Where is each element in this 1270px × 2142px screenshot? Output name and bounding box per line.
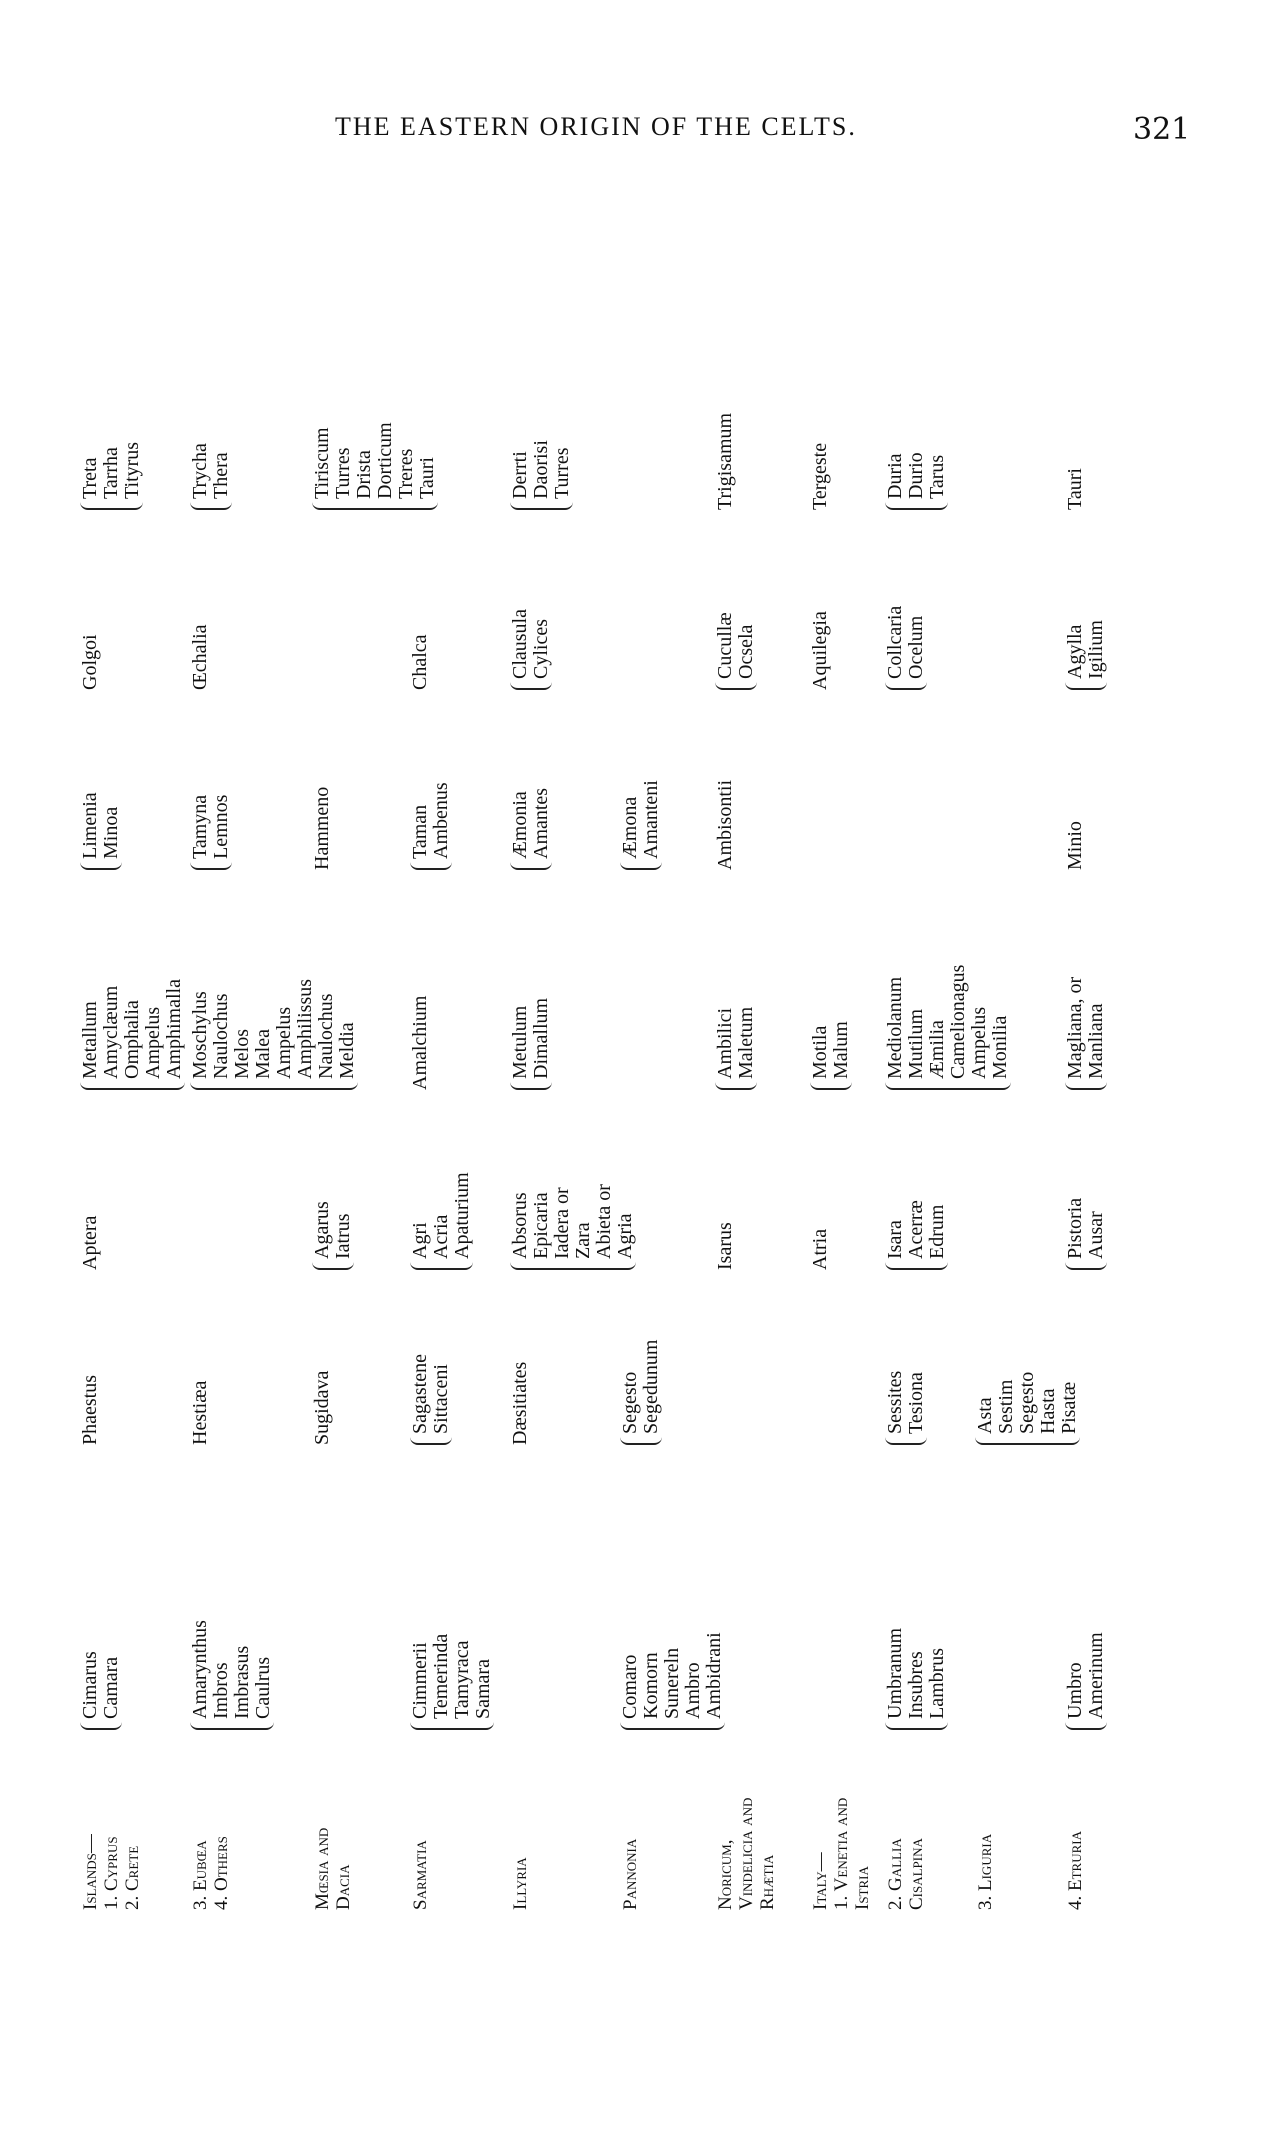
place-name: Segesto [1016, 1371, 1038, 1434]
brace-mark [510, 682, 552, 690]
place-name: Lambrus [926, 1647, 948, 1719]
place-name-cell [510, 788, 552, 870]
place-name-cell [190, 1381, 211, 1445]
brace-mark [80, 862, 122, 870]
place-name: Tesiona [905, 1372, 927, 1434]
place-name-cell [885, 1371, 927, 1445]
place-name: Camelionagus [947, 964, 969, 1079]
place-name: Æmilia [926, 1020, 948, 1079]
place-name-cell [510, 1362, 531, 1445]
place-name-cell [80, 792, 122, 870]
place-name: Moschylus [189, 991, 211, 1079]
place-name-cell [810, 1229, 831, 1270]
place-name: Tauri [416, 457, 438, 499]
place-name: Abieta or [593, 1184, 615, 1259]
place-name: Asta [974, 1397, 996, 1434]
place-name: Iadera or [551, 1187, 573, 1259]
place-name-cell [510, 1184, 636, 1270]
place-name: Treres [395, 448, 417, 499]
place-name: Amerinum [1085, 1632, 1107, 1719]
region-label: 1. Cyprus [101, 1836, 122, 1910]
brace-mark [885, 682, 927, 690]
place-name: Cimarus [79, 1651, 101, 1719]
place-name-cell [810, 443, 831, 510]
place-name-cell [1065, 977, 1107, 1090]
brace-mark [620, 862, 662, 870]
place-name: Insubres [905, 1651, 927, 1719]
place-name: Treta [79, 457, 101, 499]
place-name-cell [885, 965, 1011, 1090]
region-label: 3. Eubœa [190, 1840, 211, 1910]
place-name: Tiriscum [311, 427, 333, 499]
place-name: Metulum [509, 1005, 531, 1079]
brace-mark [885, 502, 948, 510]
place-name: Dæsitiates [509, 1361, 531, 1445]
place-name: Tarus [926, 454, 948, 499]
region-label: 1. Venetia and [831, 1797, 852, 1910]
place-name: Isara [884, 1220, 906, 1259]
place-name: Tauri [1064, 468, 1086, 510]
place-name: Monilia [989, 1015, 1011, 1079]
place-name: Sittaceni [430, 1364, 452, 1434]
region-cell [885, 1838, 927, 1910]
place-name: Segesto [619, 1371, 641, 1434]
place-name-cell [1065, 821, 1086, 870]
place-name: Naulochus [210, 993, 232, 1079]
place-name: Collcaria [884, 605, 906, 679]
place-name: Ocelum [905, 615, 927, 679]
place-name-cell [190, 443, 232, 510]
place-name: Igilium [1085, 620, 1107, 679]
place-name: Sugidava [311, 1370, 333, 1445]
place-name-cell [885, 1200, 948, 1270]
place-name: Amantes [530, 787, 552, 859]
place-name-cell [410, 996, 431, 1090]
place-name: Æmonia [509, 791, 531, 859]
region-label: Sarmatia [410, 1840, 431, 1910]
place-name: Turres [332, 447, 354, 499]
region-label: Italy— [810, 1852, 831, 1910]
running-title: THE EASTERN ORIGIN OF THE CELTS. [335, 112, 857, 141]
place-name-cell [810, 611, 831, 690]
brace-mark [510, 502, 573, 510]
region-label: 4. Etruria [1065, 1831, 1086, 1910]
place-name-cell [510, 440, 573, 510]
place-name: Trigisamum [714, 412, 736, 510]
place-name: Æmona [619, 796, 641, 859]
place-name-cell [80, 1375, 101, 1445]
place-name: Dorticum [374, 422, 396, 499]
brace-mark [410, 862, 452, 870]
place-name-cell [1065, 468, 1086, 510]
place-name-cell [885, 452, 948, 510]
region-label: Islands— [80, 1834, 101, 1910]
region-cell [510, 1857, 531, 1910]
place-name-cell [620, 1340, 662, 1445]
place-name-cell [715, 1007, 757, 1090]
place-name: Ampelus [273, 1006, 295, 1079]
place-name: Derrti [509, 451, 531, 499]
place-name: Ocsela [735, 624, 757, 679]
place-name: Cimmerii [409, 1642, 431, 1719]
place-name: Atria [809, 1228, 831, 1270]
brace-mark [1065, 1262, 1107, 1270]
place-name: Amarynthus [189, 1620, 211, 1719]
place-name: Umbranum [884, 1627, 906, 1719]
place-name: Zara [572, 1222, 594, 1259]
place-name: Absorus [509, 1192, 531, 1259]
place-name: Mutilum [905, 1008, 927, 1079]
place-name: Malea [252, 1029, 274, 1079]
brace-mark [620, 1437, 662, 1445]
region-label: Illyria [510, 1857, 531, 1910]
region-cell [410, 1840, 431, 1910]
brace-mark [410, 1722, 494, 1730]
place-name: Agri [409, 1222, 431, 1259]
place-name: Amphilissus [294, 978, 316, 1079]
place-name-cell [410, 1354, 452, 1445]
place-name-cell [885, 1628, 948, 1730]
place-name: Apaturium [451, 1172, 473, 1259]
place-name: Tamyraca [451, 1640, 473, 1719]
brace-mark [1065, 1082, 1107, 1090]
region-label: Mœsia and [312, 1827, 333, 1910]
place-name: Manliana [1085, 1003, 1107, 1079]
place-name: Ambenus [430, 782, 452, 859]
place-name-cell [80, 634, 101, 690]
place-name: Isarus [714, 1222, 736, 1270]
place-name: Ambisontii [714, 779, 736, 870]
place-name: Naulochus [315, 993, 337, 1079]
place-name: Tamyna [189, 794, 211, 859]
place-name: Samara [472, 1659, 494, 1719]
place-name: Camara [100, 1656, 122, 1719]
place-name: Amyclæum [100, 985, 122, 1079]
place-name-cell [715, 1222, 736, 1270]
place-name-cell [620, 780, 662, 870]
place-name-cell [620, 1632, 725, 1730]
place-name: Iatrus [332, 1213, 354, 1259]
place-name: Ambilici [714, 1007, 736, 1079]
brace-mark [190, 1722, 274, 1730]
place-name: Meldia [336, 1022, 358, 1079]
brace-mark [1065, 1722, 1107, 1730]
place-name-cell [312, 1371, 333, 1445]
place-name: Temerinda [430, 1633, 452, 1719]
place-name: Clausula [509, 609, 531, 679]
region-label: 4. Others [211, 1836, 232, 1910]
place-name: Ausar [1085, 1211, 1107, 1259]
region-cell [190, 1836, 232, 1910]
brace-mark [1065, 682, 1107, 690]
place-name: Maletum [735, 1006, 757, 1079]
place-name-cell [1065, 620, 1107, 690]
place-name: Agria [614, 1213, 636, 1259]
place-name-cell [80, 1651, 122, 1730]
place-name: Hammeno [311, 786, 333, 870]
brace-mark [190, 502, 232, 510]
place-name-cell [1065, 1632, 1107, 1730]
region-cell [80, 1834, 143, 1910]
place-name-cell [190, 979, 358, 1090]
brace-mark [80, 502, 143, 510]
place-name: Tityrus [121, 441, 143, 499]
place-name: Agylla [1064, 624, 1086, 679]
place-name: Segedunum [640, 1339, 662, 1434]
place-name: Sestim [995, 1379, 1017, 1434]
brace-mark [715, 682, 757, 690]
brace-mark [810, 1082, 852, 1090]
place-name: Komorn [640, 1652, 662, 1719]
brace-mark [510, 1262, 636, 1270]
place-name: Acerræ [905, 1200, 927, 1259]
place-name-cell [410, 634, 431, 690]
place-name-cell [1065, 1198, 1107, 1270]
place-name: Drista [353, 450, 375, 499]
place-name: Sunereln [661, 1647, 683, 1719]
place-name: Duria [884, 453, 906, 499]
region-label: Pannonia [620, 1838, 641, 1910]
brace-mark [510, 862, 552, 870]
place-name: Hestiæa [189, 1380, 211, 1445]
place-name: Hasta [1037, 1388, 1059, 1434]
place-name: Amphimalla [163, 979, 185, 1079]
region-cell [975, 1834, 996, 1910]
place-name-cell [312, 422, 438, 510]
place-name: Umbro [1064, 1662, 1086, 1719]
region-label: 2. Gallia [885, 1838, 906, 1910]
region-label: Dacia [333, 1864, 354, 1910]
place-name-cell [190, 795, 232, 870]
brace-mark [410, 1262, 473, 1270]
brace-mark [312, 502, 438, 510]
place-name-cell [410, 1634, 494, 1730]
place-name: Thera [210, 452, 232, 499]
region-label: 3. Liguria [975, 1833, 996, 1910]
place-name-cell [715, 780, 736, 870]
place-name: Tarrha [100, 447, 122, 499]
place-name: Ampelus [968, 1006, 990, 1079]
brace-mark [620, 1722, 725, 1730]
place-name: Minio [1064, 821, 1086, 870]
brace-mark [190, 862, 232, 870]
place-name: Omphalia [121, 1000, 143, 1079]
region-label: Cisalpina [906, 1838, 927, 1910]
place-name-cell [410, 782, 452, 870]
place-name: Cucullæ [714, 612, 736, 679]
place-name: Magliana, or [1064, 976, 1086, 1079]
place-name: Melos [231, 1029, 253, 1079]
place-name: Ambro [682, 1662, 704, 1719]
place-name-cell [312, 1201, 354, 1270]
region-cell [620, 1839, 641, 1910]
place-name: Acria [430, 1214, 452, 1259]
place-name: Turres [551, 447, 573, 499]
place-name-cell [190, 1620, 274, 1730]
place-name: Minoa [100, 806, 122, 859]
brace-mark [312, 1262, 354, 1270]
place-name: Comaro [619, 1654, 641, 1719]
place-name: Cylices [530, 619, 552, 679]
place-name-cell [410, 1172, 473, 1270]
place-name: Agarus [311, 1201, 333, 1259]
place-name: Imbros [210, 1662, 232, 1719]
place-name: Aquilegia [809, 611, 831, 690]
place-name: Limenia [79, 792, 101, 859]
place-name-cell [80, 979, 185, 1090]
brace-mark [715, 1082, 757, 1090]
place-name-cell [810, 1021, 852, 1090]
place-name: Pisatæ [1058, 1381, 1080, 1434]
place-name: Lemnos [210, 794, 232, 859]
place-name: Amanteni [640, 780, 662, 859]
place-name: Golgoi [79, 634, 101, 690]
region-label: 2. Crete [122, 1845, 143, 1910]
brace-mark [885, 1722, 948, 1730]
place-name: Œchalia [189, 624, 211, 690]
place-name: Amalchium [409, 995, 431, 1090]
place-name: Durio [905, 452, 927, 499]
place-name: Motila [809, 1025, 831, 1079]
place-name: Chalca [409, 634, 431, 690]
place-name: Sessites [884, 1370, 906, 1434]
place-name: Malum [830, 1021, 852, 1079]
region-label: Rhætia [757, 1854, 778, 1910]
brace-mark [885, 1437, 927, 1445]
place-name: Pistoria [1064, 1197, 1086, 1259]
place-name-cell [80, 442, 143, 510]
place-name: Edrum [926, 1204, 948, 1259]
region-cell [810, 1798, 873, 1910]
place-name: Trycha [189, 443, 211, 499]
brace-mark [510, 1082, 552, 1090]
brace-mark [975, 1437, 1080, 1445]
brace-mark [885, 1262, 948, 1270]
place-name-cell [715, 413, 736, 510]
place-name: Aptera [79, 1215, 101, 1270]
brace-mark [885, 1082, 1011, 1090]
place-name-cell [885, 606, 927, 690]
place-name: Taman [409, 804, 431, 859]
brace-mark [190, 1082, 358, 1090]
place-name: Imbrasus [231, 1645, 253, 1719]
place-name: Daorisi [530, 440, 552, 499]
place-name: Tergeste [809, 442, 831, 510]
brace-mark [410, 1437, 452, 1445]
region-cell [715, 1798, 778, 1910]
region-cell [1065, 1831, 1086, 1910]
place-name-cell [80, 1216, 101, 1270]
place-name-cell [510, 609, 552, 690]
brace-mark [80, 1722, 122, 1730]
place-name: Phaestus [79, 1375, 101, 1445]
place-name: Mediolanum [884, 976, 906, 1079]
region-cell [312, 1828, 354, 1910]
place-name-cell [975, 1372, 1080, 1445]
place-name: Epicaria [530, 1192, 552, 1259]
brace-mark [80, 1082, 185, 1090]
place-name-cell [510, 998, 552, 1090]
place-name-cell [715, 612, 757, 690]
region-label: Vindelicia and [736, 1797, 757, 1910]
region-label: Noricum, [715, 1839, 736, 1910]
place-name: Dimallum [530, 997, 552, 1079]
place-name-cell [312, 787, 333, 870]
place-name: Sagastene [409, 1354, 431, 1434]
page-number: 321 [1133, 112, 1191, 147]
region-label: Istria [852, 1866, 873, 1910]
place-name-cell [190, 624, 211, 690]
place-name: Metallum [79, 1001, 101, 1079]
place-name: Ampelus [142, 1006, 164, 1079]
place-name: Caulrus [252, 1656, 274, 1719]
rotated-table [79, 160, 1107, 1910]
place-name: Ambidrani [703, 1632, 725, 1719]
